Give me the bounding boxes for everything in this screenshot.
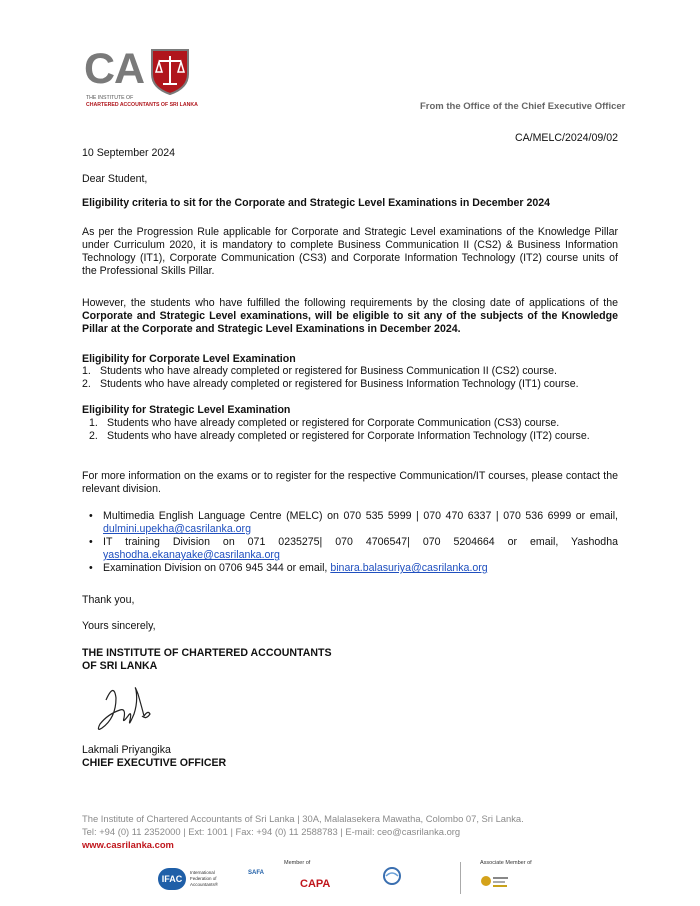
member-of-label: Member of [284, 860, 311, 866]
footer [82, 812, 524, 851]
footer-address: The Institute of Chartered Accountants of Sri Lanka | 30A, Malalasekera Mawatha, Colombo 07, Sri Lanka. [82, 813, 524, 824]
info-paragraph: For more information on the exams or to register for the respective Communication/IT courses, please contact the relevant division. [82, 470, 618, 495]
contact-list [89, 510, 618, 575]
ifac-text: International Federation of Accountants® [190, 870, 219, 887]
signatory-title: CHIEF EXECUTIVE OFFICER [82, 757, 227, 769]
organization-name: THE INSTITUTE OF CHARTERED ACCOUNTANTS OF SRI LANKA [82, 647, 332, 672]
logo-subtitle: THE INSTITUTE OF CHARTERED ACCOUNTANTS OF SRI LANKA [86, 95, 198, 108]
partner-logos [150, 858, 570, 898]
contact-item-melc: • Multimedia English Language Centre (MELC) on 070 535 5999 | 070 470 6337 | 070 536 6999 or email, dulmini.upekha@casrilanka.org [89, 510, 618, 535]
email-link[interactable]: yashodha.ekanayake@casrilanka.org [103, 549, 280, 561]
safa-logo: SAFA [248, 870, 265, 876]
list-item: 1. Students who have already completed or registered for Corporate Communication (CS3) course. [89, 417, 560, 429]
corporate-list [82, 365, 620, 391]
list-item: 2. Students who have already completed or registered for Business Information Technology (IT1) course. [82, 378, 579, 390]
contact-item-it: • IT training Division on 071 0235275| 070 4706547| 070 5204664 or email, Yashodha yashodha.ekanayake@casrilanka.org [89, 536, 618, 561]
footer-contact: Tel: +94 (0) 11 2352000 | Ext: 1001 | Fax: +94 (0) 11 2588783 | E-mail: ceo@casrilanka.org [82, 826, 461, 837]
globe-icon [382, 866, 402, 886]
closing-line: Yours sincerely, [82, 620, 156, 632]
subject-line: Eligibility criteria to sit for the Corporate and Strategic Level Examinations in December 2024 [82, 197, 551, 209]
associate-logo-icon [480, 872, 510, 890]
list-item: 1. Students who have already completed or registered for Business Communication II (CS2) course. [82, 365, 557, 377]
signatory-name: Lakmali Priyangika [82, 744, 171, 756]
paragraph-progression-rule: As per the Progression Rule applicable for Corporate and Strategic Level examinations of the Knowledge Pillar under Curriculum 2020, it is mandatory to complete Business Communication II (CS2) & Business Information Technology (IT1), Corporate Communication (CS3) and Corporate Information Technology (IT2) course units of the Professional Skills Pillar. [82, 226, 618, 277]
corporate-heading: Eligibility for Corporate Level Examination [82, 353, 296, 365]
contact-item-exam: • Examination Division on 0706 945 344 or email, binara.balasuriya@casrilanka.org [89, 562, 488, 574]
email-link[interactable]: binara.balasuriya@casrilanka.org [330, 562, 488, 574]
capa-logo: CAPA [300, 878, 331, 890]
strategic-heading: Eligibility for Strategic Level Examination [82, 404, 291, 416]
associate-member-label: Associate Member of [480, 860, 532, 866]
footer-website[interactable]: www.casrilanka.com [82, 839, 174, 850]
logo-letters: CA [84, 45, 145, 93]
list-item: 2. Students who have already completed or registered for Corporate Information Technology (IT2) course. [89, 430, 590, 442]
thanks-line: Thank you, [82, 594, 135, 606]
shield-scales-icon [148, 46, 192, 96]
email-link[interactable]: dulmini.upekha@casrilanka.org [103, 523, 251, 535]
ifac-logo: IFAC [158, 868, 186, 890]
divider [460, 862, 461, 894]
reference-number: CA/MELC/2024/09/02 [514, 132, 618, 144]
office-line: From the Office of the Chief Executive Officer [420, 101, 626, 112]
strategic-list [89, 417, 618, 443]
paragraph-eligibility: However, the students who have fulfilled the following requirements by the closing date of applications of the Corporate and Strategic Level examinations, will be eligible to sit any of the subjects of the Knowledge Pillar at the Corporate and Strategic Level Examinations in December 2024. [82, 297, 618, 335]
signature-image [94, 680, 156, 736]
letter-date: 10 September 2024 [82, 147, 176, 159]
salutation: Dear Student, [82, 173, 148, 185]
